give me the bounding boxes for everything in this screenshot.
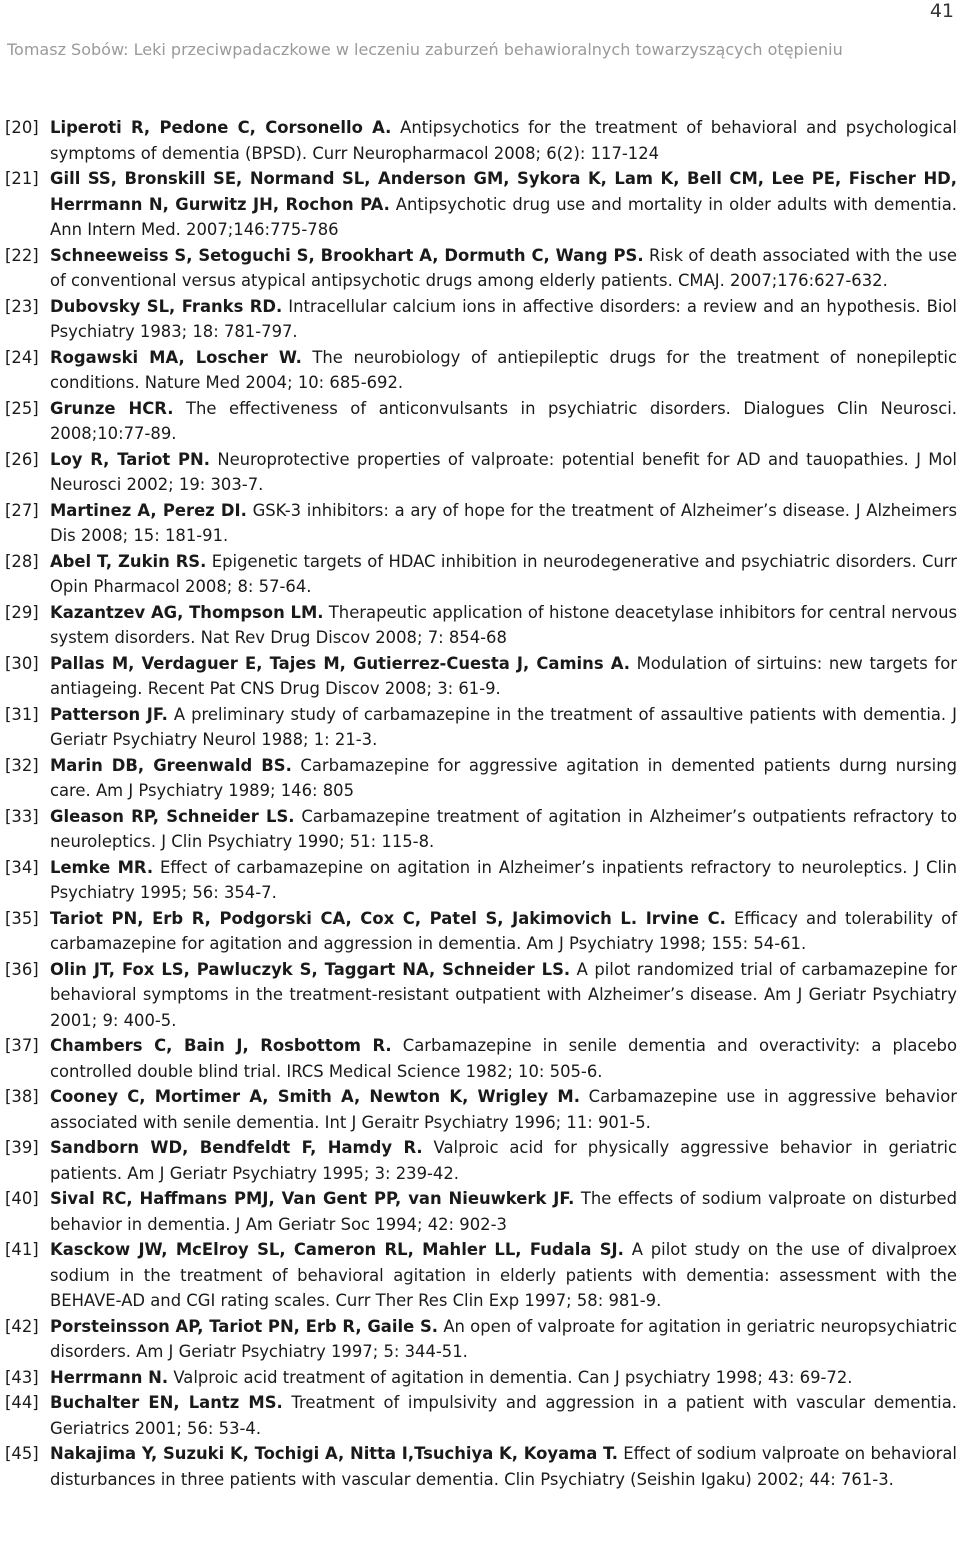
reference-item bbox=[5, 549, 957, 600]
reference-authors: Martinez A, Perez DI. bbox=[50, 500, 247, 520]
reference-body bbox=[50, 166, 957, 243]
reference-item bbox=[5, 1365, 957, 1391]
reference-text: Carbamazepine in senile dementia and overactivity: a placebo controlled double blind trial. IRCS Medical Science 1982; 10: 505-6. bbox=[50, 1036, 957, 1081]
reference-item bbox=[5, 957, 957, 1034]
reference-authors: Cooney C, Mortimer A, Smith A, Newton K, Wrigley M. bbox=[50, 1087, 580, 1106]
reference-item bbox=[5, 600, 957, 651]
reference-text: Carbamazepine treatment of agitation in Alzheimer’s outpatients refractory to neuroleptics. J Clin Psychiatry 1990; 51: 115-8. bbox=[50, 806, 958, 851]
reference-item bbox=[5, 1390, 957, 1441]
reference-item bbox=[5, 115, 957, 166]
reference-item bbox=[5, 294, 957, 345]
reference-body bbox=[50, 855, 957, 906]
reference-text: Intracellular calcium ions in affective disorders: a review and an hypothesis. Biol Psychiatry 1983; 18: 781-797. bbox=[50, 296, 957, 341]
reference-text: Effect of sodium valproate on behavioral disturbances in three patients with vascular dementia. Clin Psychiatry (Seishin Igaku) 2002; 44: 761-3. bbox=[50, 1444, 957, 1489]
reference-authors: Rogawski MA, Loscher W. bbox=[50, 347, 302, 367]
reference-number: [33] bbox=[5, 806, 39, 826]
reference-authors: Abel T, Zukin RS. bbox=[50, 551, 207, 571]
reference-authors: Pallas M, Verdaguer E, Tajes M, Gutierrez-Cuesta J, Camins A. bbox=[50, 653, 630, 673]
reference-item bbox=[5, 651, 957, 702]
reference-item bbox=[5, 498, 957, 549]
reference-authors: Lemke MR. bbox=[50, 857, 154, 877]
reference-number: [38] bbox=[5, 1087, 39, 1106]
reference-number: [37] bbox=[5, 1036, 39, 1055]
reference-text: The neurobiology of antiepileptic drugs for the treatment of nonepileptic conditions. Nature Med 2004; 10: 685-692. bbox=[50, 347, 957, 392]
page-number: 41 bbox=[929, 0, 954, 22]
reference-item bbox=[5, 1084, 957, 1135]
reference-body bbox=[50, 1390, 957, 1441]
reference-number: [43] bbox=[5, 1367, 39, 1387]
reference-body bbox=[50, 906, 957, 957]
reference-text: The effects of sodium valproate on disturbed behavior in dementia. J Am Geriatr Soc 1994; 42: 902-3 bbox=[50, 1189, 958, 1234]
reference-item bbox=[5, 166, 957, 243]
reference-number: [44] bbox=[5, 1393, 39, 1412]
reference-item bbox=[5, 906, 957, 957]
reference-item bbox=[5, 396, 957, 447]
reference-number: [29] bbox=[5, 602, 39, 622]
reference-text: Therapeutic application of histone deacetylase inhibitors for central nervous system disorders. Nat Rev Drug Discov 2008; 7: 854-68 bbox=[50, 602, 958, 647]
running-header: Tomasz Sobów: Leki przeciwpadaczkowe w leczeniu zaburzeń behawioralnych towarzyszących otępieniu bbox=[7, 40, 843, 59]
reference-number: [21] bbox=[5, 169, 39, 188]
reference-body bbox=[50, 115, 957, 166]
reference-item bbox=[5, 447, 957, 498]
reference-item bbox=[5, 753, 957, 804]
reference-item bbox=[5, 345, 957, 396]
reference-body bbox=[50, 345, 957, 396]
reference-authors: Marin DB, Greenwald BS. bbox=[50, 755, 292, 775]
reference-item bbox=[5, 1314, 957, 1365]
reference-text: Efficacy and tolerability of carbamazepine for agitation and aggression in dementia. Am J Psychiatry 1998; 155: 54-61. bbox=[50, 908, 957, 953]
reference-text: A pilot study on the use of divalproex sodium in the treatment of behavioral agitation in elderly patients with dementia: assessment with the BEHAVE-AD and CGI rating scales. Curr Ther Res Clin Exp 1997; 58: 981-9. bbox=[50, 1240, 958, 1310]
reference-authors: Kasckow JW, McElroy SL, Cameron RL, Mahler LL, Fudala SJ. bbox=[50, 1240, 624, 1259]
reference-list bbox=[5, 115, 957, 1492]
reference-body bbox=[50, 651, 957, 702]
reference-text: Treatment of impulsivity and aggression in a patient with vascular dementia. Geriatrics 2001; 56: 53-4. bbox=[50, 1393, 957, 1438]
reference-item bbox=[5, 804, 957, 855]
reference-text: Carbamazepine use in aggressive behavior associated with senile dementia. Int J Geraitr Psychiatry 1996; 11: 901-5. bbox=[50, 1087, 957, 1132]
reference-authors: Dubovsky SL, Franks RD. bbox=[50, 296, 283, 316]
reference-authors: Nakajima Y, Suzuki K, Tochigi A, Nitta I,Tsuchiya K, Koyama T. bbox=[50, 1444, 618, 1463]
reference-authors: Tariot PN, Erb R, Podgorski CA, Cox C, Patel S, Jakimovich L. Irvine C. bbox=[50, 908, 726, 928]
reference-body bbox=[50, 1186, 957, 1237]
reference-item bbox=[5, 1441, 957, 1492]
reference-text: An open of valproate for agitation in geriatric neuropsychiatric disorders. Am J Geriatr Psychiatry 1997; 5: 344-51. bbox=[50, 1316, 957, 1361]
reference-text: Risk of death associated with the use of conventional versus atypical antipsychotic drugs among elderly patients. CMAJ. 2007;176:627-632. bbox=[50, 245, 957, 290]
reference-authors: Chambers C, Bain J, Rosbottom R. bbox=[50, 1036, 392, 1055]
reference-number: [40] bbox=[5, 1189, 39, 1208]
reference-text: GSK-3 inhibitors: a ary of hope for the treatment of Alzheimer’s disease. J Alzheimers Dis 2008; 15: 181-91. bbox=[50, 500, 957, 545]
reference-authors: Liperoti R, Pedone C, Corsonello A. bbox=[50, 118, 392, 137]
reference-text: Antipsychotic drug use and mortality in older adults with dementia. Ann Intern Med. 2007;146:775-786 bbox=[50, 194, 957, 239]
reference-authors: Gleason RP, Schneider LS. bbox=[50, 806, 295, 826]
reference-body bbox=[50, 243, 957, 294]
reference-authors: Gill SS, Bronskill SE, Normand SL, Anderson GM, Sykora K, Lam K, Bell CM, Lee PE, Fischer HD, Herrmann N, Gurwitz JH, Rochon PA. bbox=[50, 169, 957, 214]
reference-item bbox=[5, 1135, 957, 1186]
reference-authors: Sival RC, Haffmans PMJ, Van Gent PP, van Nieuwkerk JF. bbox=[50, 1189, 575, 1208]
reference-authors: Buchalter EN, Lantz MS. bbox=[50, 1393, 283, 1412]
reference-number: [34] bbox=[5, 857, 39, 877]
reference-body bbox=[50, 1314, 957, 1365]
reference-number: [26] bbox=[5, 449, 39, 469]
reference-number: [20] bbox=[5, 118, 39, 137]
reference-number: [22] bbox=[5, 245, 39, 265]
reference-item bbox=[5, 243, 957, 294]
reference-body bbox=[50, 294, 957, 345]
reference-body bbox=[50, 753, 957, 804]
reference-number: [32] bbox=[5, 755, 39, 775]
reference-number: [24] bbox=[5, 347, 39, 367]
reference-body bbox=[50, 1084, 957, 1135]
reference-authors: Grunze HCR. bbox=[50, 398, 174, 418]
reference-body bbox=[50, 702, 957, 753]
reference-number: [42] bbox=[5, 1316, 39, 1336]
reference-number: [27] bbox=[5, 500, 39, 520]
reference-body bbox=[50, 1135, 957, 1186]
reference-body bbox=[50, 396, 957, 447]
reference-text: A preliminary study of carbamazepine in the treatment of assaultive patients with dementia. J Geriatr Psychiatry Neurol 1988; 1: 21-3. bbox=[50, 704, 957, 749]
reference-authors: Loy R, Tariot PN. bbox=[50, 449, 210, 469]
reference-text: Valproic acid for physically aggressive behavior in geriatric patients. Am J Geriatr Psychiatry 1995; 3: 239-42. bbox=[50, 1138, 957, 1183]
reference-text: The effectiveness of anticonvulsants in psychiatric disorders. Dialogues Clin Neurosci. 2008;10:77-89. bbox=[50, 398, 958, 443]
reference-number: [23] bbox=[5, 296, 39, 316]
reference-item bbox=[5, 702, 957, 753]
reference-text: A pilot randomized trial of carbamazepine for behavioral symptoms in the treatment-resistant outpatient with Alzheimer’s disease. Am J Geriatr Psychiatry 2001; 9: 400-5. bbox=[50, 959, 957, 1030]
reference-text: Antipsychotics for the treatment of behavioral and psychological symptoms of dementia (BPSD). Curr Neuropharmacol 2008; 6(2): 117-124 bbox=[50, 118, 957, 163]
reference-text: Neuroprotective properties of valproate: potential benefit for AD and tauopathies. J Mol Neurosci 2002; 19: 303-7. bbox=[50, 449, 957, 494]
reference-body bbox=[50, 957, 957, 1034]
reference-text: Carbamazepine for aggressive agitation in demented patients durng nursing care. Am J Psychiatry 1989; 146: 805 bbox=[50, 755, 957, 800]
reference-item bbox=[5, 1186, 957, 1237]
reference-body bbox=[50, 1365, 957, 1391]
reference-item bbox=[5, 1033, 957, 1084]
reference-authors: Porsteinsson AP, Tariot PN, Erb R, Gaile S. bbox=[50, 1316, 439, 1336]
reference-text: Modulation of sirtuins: new targets for antiageing. Recent Pat CNS Drug Discov 2008; 3: 61-9. bbox=[50, 653, 957, 698]
reference-authors: Olin JT, Fox LS, Pawluczyk S, Taggart NA, Schneider LS. bbox=[50, 959, 571, 979]
reference-authors: Patterson JF. bbox=[50, 704, 168, 724]
reference-body bbox=[50, 447, 957, 498]
reference-number: [35] bbox=[5, 908, 39, 928]
reference-body bbox=[50, 498, 957, 549]
reference-body bbox=[50, 804, 957, 855]
reference-text: Epigenetic targets of HDAC inhibition in neurodegenerative and psychiatric disorders. Curr Opin Pharmacol 2008; 8: 57-64. bbox=[50, 551, 957, 596]
reference-authors: Sandborn WD, Bendfeldt F, Hamdy R. bbox=[50, 1138, 423, 1157]
reference-number: [31] bbox=[5, 704, 39, 724]
reference-authors: Schneeweiss S, Setoguchi S, Brookhart A, Dormuth C, Wang PS. bbox=[50, 245, 644, 265]
reference-authors: Kazantzev AG, Thompson LM. bbox=[50, 602, 324, 622]
reference-number: [25] bbox=[5, 398, 39, 418]
reference-body bbox=[50, 600, 957, 651]
reference-body bbox=[50, 1237, 957, 1314]
reference-number: [45] bbox=[5, 1444, 39, 1463]
reference-number: [30] bbox=[5, 653, 39, 673]
reference-body bbox=[50, 1033, 957, 1084]
reference-number: [36] bbox=[5, 959, 39, 979]
reference-body bbox=[50, 1441, 957, 1492]
reference-number: [28] bbox=[5, 551, 39, 571]
reference-body bbox=[50, 549, 957, 600]
reference-item bbox=[5, 1237, 957, 1314]
reference-text: Valproic acid treatment of agitation in dementia. Can J psychiatry 1998; 43: 69-72. bbox=[173, 1367, 853, 1387]
reference-number: [39] bbox=[5, 1138, 39, 1157]
reference-authors: Herrmann N. bbox=[50, 1367, 169, 1387]
reference-number: [41] bbox=[5, 1240, 39, 1259]
reference-text: Effect of carbamazepine on agitation in Alzheimer’s inpatients refractory to neuroleptics. J Clin Psychiatry 1995; 56: 354-7. bbox=[50, 857, 957, 902]
reference-item bbox=[5, 855, 957, 906]
